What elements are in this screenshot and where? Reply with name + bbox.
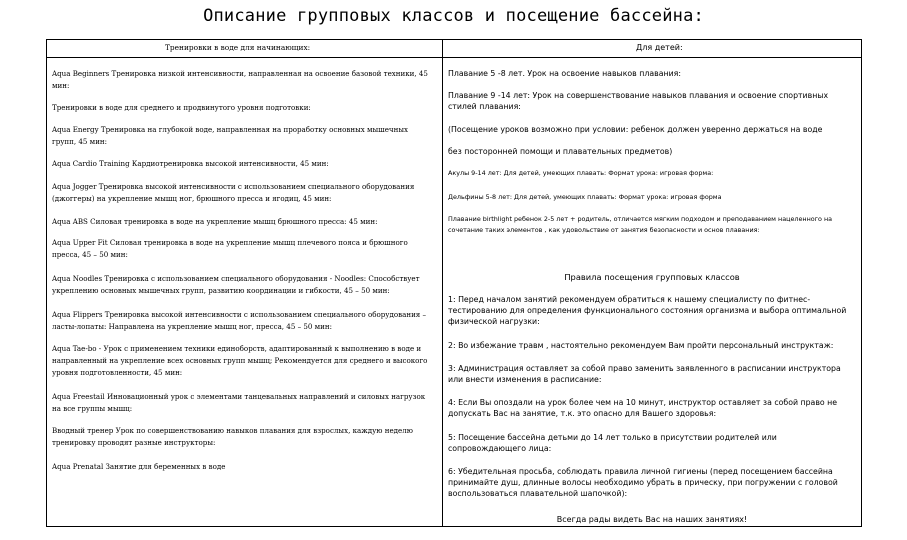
class-aqua-prenatal: Aqua Prenatal Занятие для беременных в воде <box>52 462 226 471</box>
kids-sharks: Акулы 9-14 лет: Для детей, умеющих плавать: Формат урока: игровая форма: <box>448 169 714 177</box>
rule-3: 3: Администрация оставляет за собой право заменить заявленного в расписании инструктора или внести изменения в расписание: <box>448 364 841 384</box>
kids-birthlight: Плавание birthlight ребенок 2-5 лет + родитель, отличается мягким подходом и преподаванием нацеленного на сочетание таких элементов , как удовольствие от занятия безопасности и основ плавания: <box>448 215 833 234</box>
rules-title: Правила посещения групповых классов <box>564 272 740 282</box>
kids-swimming-9-14: Плавание 9 -14 лет: Урок на совершенствование навыков плавания и освоение спортивных стилей плавания: <box>448 91 829 111</box>
kids-condition-line1: (Посещение уроков возможно при условии: ребенок должен уверенно держаться на воде <box>448 125 823 134</box>
rule-6: 6: Убедительная просьба, соблюдать правила личной гигиены (перед посещением бассейна принимайте душ, длинные волосы необходимо убрать в прическу, при погружении с головой воспользоваться плавательной шапочкой): <box>448 467 838 498</box>
class-adult-swimming: Вводный тренер Урок по совершенствованию навыков плавания для взрослых, каждую неделю тренировку проводят разные инструкторы: <box>52 426 413 447</box>
class-aqua-energy: Aqua Energy Тренировка на глубокой воде, направленная на проработку основных мышечных групп, 45 мин: <box>52 125 408 146</box>
column-divider <box>442 39 443 527</box>
header-divider <box>46 57 862 58</box>
class-aqua-flippers: Aqua Flippers Тренировка высокой интенсивности с использованием специального оборудования – ласты-лопаты: Направлена на укрепление мышц ног, пресса, 45 – 50 мин: <box>52 310 427 331</box>
class-aqua-upper-fit: Aqua Upper Fit Силовая тренировка в воде на укрепление мышц плечевого пояса и брюшного пресса, 45 – 50 мин: <box>52 238 408 259</box>
right-column-header: Для детей: <box>636 43 683 52</box>
page-title: Описание групповых классов и посещение бассейна: <box>203 6 704 26</box>
rule-4: 4: Если Вы опоздали на урок более чем на 10 минут, инструктор оставляет за собой право не допускать Вас на занятие, т.к. это опасно для Вашего здоровья: <box>448 398 838 418</box>
closing-message: Всегда рады видеть Вас на наших занятиях! <box>556 515 748 524</box>
class-aqua-beginners: Aqua Beginners Тренировка низкой интенсивности, направленная на освоение базовой техники, 45 мин: <box>52 69 428 90</box>
class-aqua-jogger: Aqua Jogger Тренировка высокой интенсивности с использованием специального оборудования (джоггеры) на укрепление мышц ног, брюшного пресса и ягодиц, 45 мин: <box>52 182 415 203</box>
class-aqua-noodles: Aqua Noodles Тренировка с использованием специального оборудования - Noodles: Способствует укреплению основных мышечных групп, развитию координации и гибкости, 45 – 50 мин: <box>52 274 420 295</box>
level-subheading: Тренировки в воде для среднего и продвинутого уровня подготовки: <box>52 103 311 112</box>
class-aqua-freestail: Aqua Freestail Инновационный урок с элементами танцевальных направлений и силовых нагрузок на все группы мышц: <box>52 392 426 413</box>
class-aqua-tae-bo: Aqua Tae-bo - Урок с применением техники единоборств, адаптированный к выполнению в воде и направленный на укрепление всех основных групп мышц; Рекомендуется для среднего и высокого уровня подготовленности, 45 мин: <box>52 344 428 377</box>
kids-dolphins: Дельфины 5-8 лет: Для детей, умеющих плавать: Формат урока: игровая форма <box>448 193 722 201</box>
rule-2: 2: Во избежание травм , настоятельно рекомендуем Вам пройти персональный инструктаж: <box>448 341 834 350</box>
rule-1: 1: Перед началом занятий рекомендуем обратиться к нашему специалисту по фитнес-тестированию для определения функционального состояния организма и выбора оптимальной физической нагрузки: <box>448 295 847 326</box>
kids-swimming-5-8: Плавание 5 -8 лет. Урок на освоение навыков плавания: <box>448 69 681 78</box>
rule-5: 5: Посещение бассейна детьми до 14 лет только в присутствии родителей или сопровождающего лица: <box>448 433 777 453</box>
left-column-header: Тренировки в воде для начинающих: <box>165 43 311 52</box>
class-aqua-abs: Aqua ABS Силовая тренировка в воде на укрепление мышц брюшного пресса: 45 мин: <box>52 217 378 226</box>
kids-condition-line2: без посторонней помощи и плавательных предметов) <box>448 147 673 156</box>
class-aqua-cardio: Aqua Cardio Training Кардиотренировка высокой интенсивности, 45 мин: <box>52 159 329 168</box>
